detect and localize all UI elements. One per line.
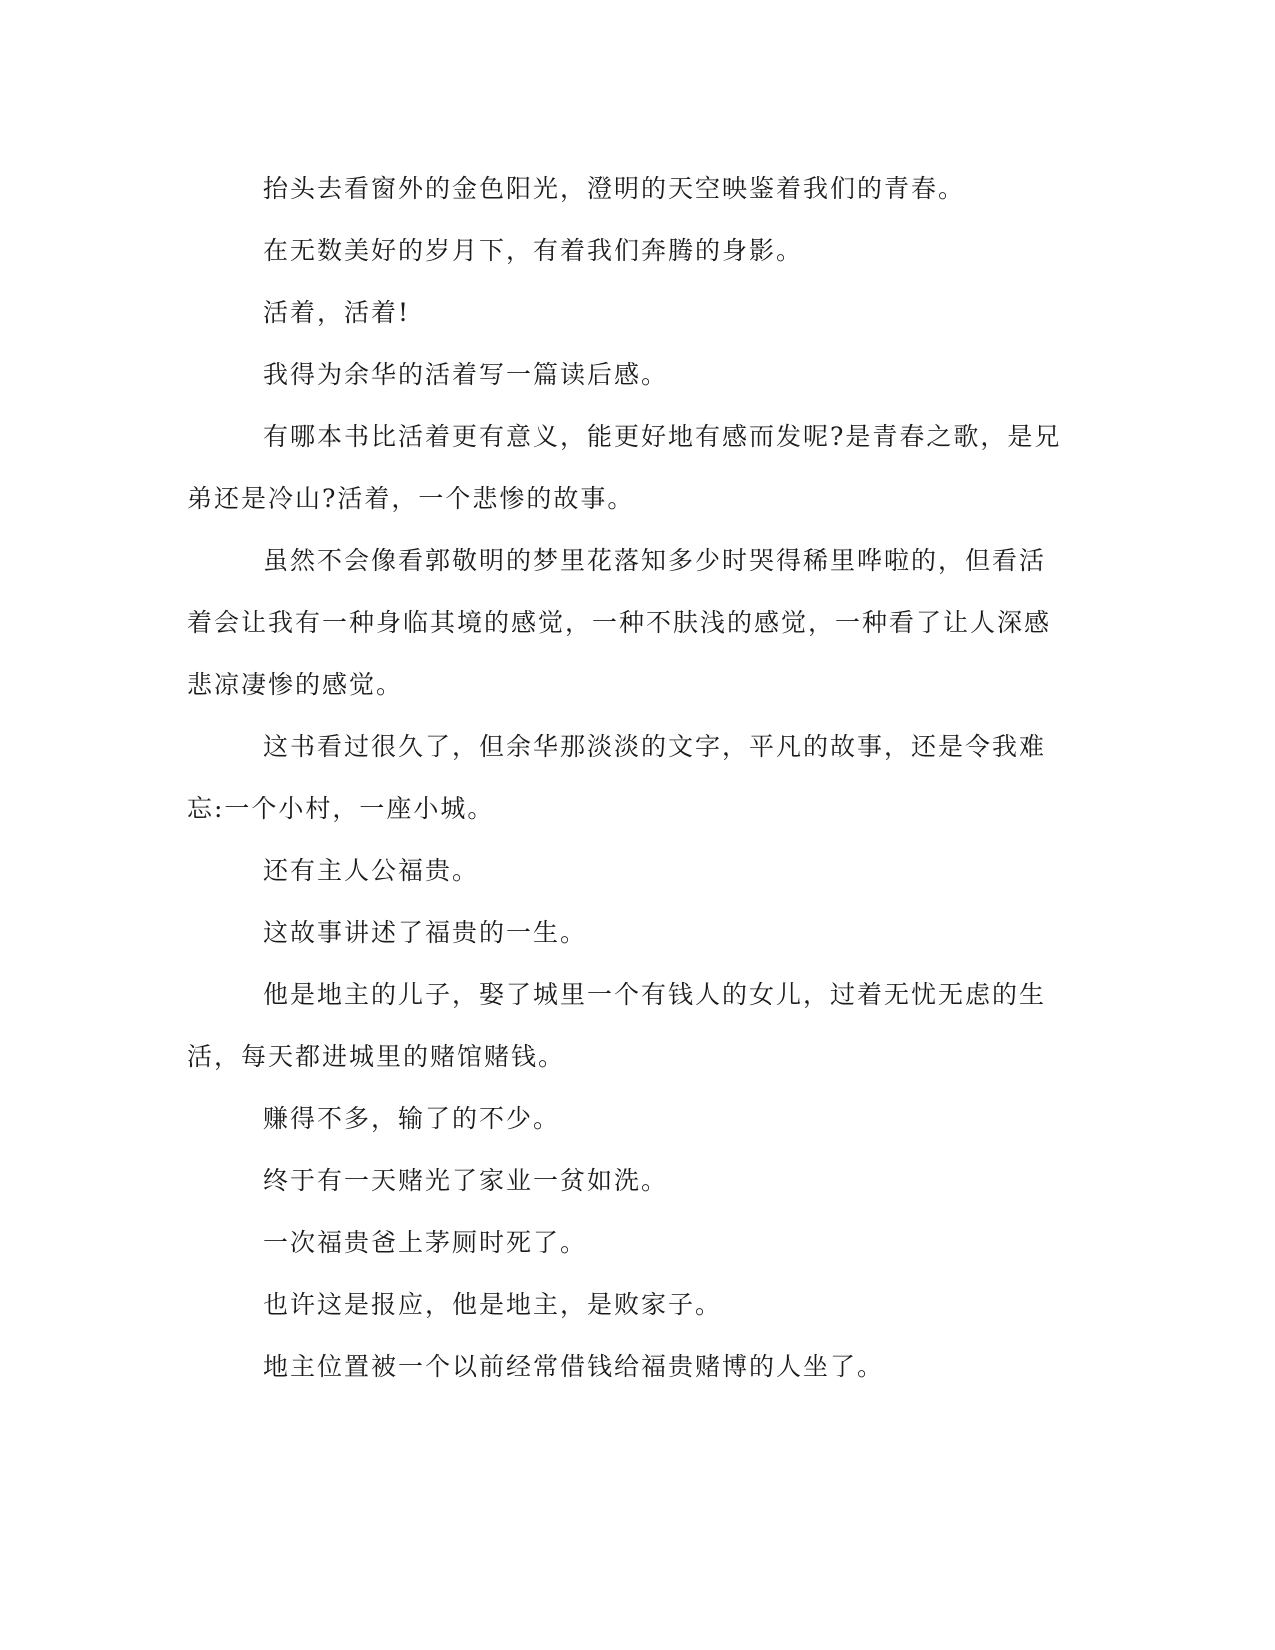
paragraph: 抬头去看窗外的金色阳光，澄明的天空映鉴着我们的青春。 bbox=[263, 174, 966, 203]
paragraph: 活着，活着! bbox=[263, 298, 411, 327]
paragraph: 还有主人公福贵。 bbox=[263, 856, 480, 885]
paragraph: 虽然不会像看郭敬明的梦里花落知多少时哭得稀里哗啦的，但看活着会让我有一种身临其境的感觉，一种不肤浅的感觉，一种看了让人深感悲凉凄惨的感觉。 bbox=[187, 546, 1052, 699]
document-body bbox=[187, 158, 1067, 1398]
paragraph: 一次福贵爸上茅厕时死了。 bbox=[263, 1228, 588, 1257]
paragraph: 赚得不多，输了的不少。 bbox=[263, 1104, 561, 1133]
paragraph: 他是地主的儿子，娶了城里一个有钱人的女儿，过着无忧无虑的生活，每天都进城里的赌馆赌钱。 bbox=[187, 980, 1047, 1071]
paragraph: 也许这是报应，他是地主，是败家子。 bbox=[263, 1290, 723, 1319]
paragraph: 地主位置被一个以前经常借钱给福贵赌博的人坐了。 bbox=[263, 1352, 885, 1381]
paragraph: 这故事讲述了福贵的一生。 bbox=[263, 918, 588, 947]
paragraph: 有哪本书比活着更有意义，能更好地有感而发呢?是青春之歌，是兄弟还是冷山?活着，一个悲惨的故事。 bbox=[187, 422, 1062, 513]
paragraph: 在无数美好的岁月下，有着我们奔腾的身影。 bbox=[263, 236, 804, 265]
paragraph: 这书看过很久了，但余华那淡淡的文字，平凡的故事，还是令我难忘:一个小村，一座小城。 bbox=[187, 732, 1047, 823]
paragraph: 终于有一天赌光了家业一贫如洗。 bbox=[263, 1166, 669, 1195]
paragraph: 我得为余华的活着写一篇读后感。 bbox=[263, 360, 669, 389]
